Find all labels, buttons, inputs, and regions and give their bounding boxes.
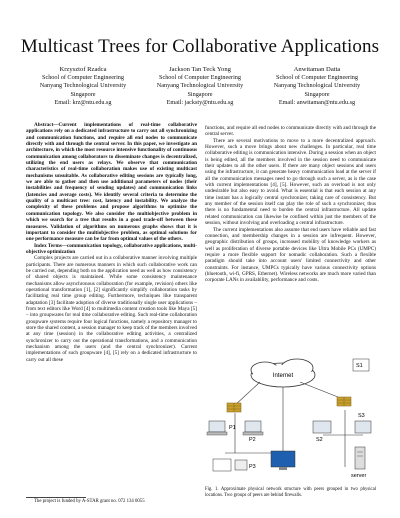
author-institution: Nanyang Technological University xyxy=(156,82,244,90)
figure-caption: Fig. 1. Approximate physical network structure with peers grouped in two physical locations. Two groups of peers are behind firewalls. xyxy=(205,487,376,498)
server-node-icon xyxy=(355,413,371,433)
s1-label: S1 xyxy=(356,363,363,369)
s2-label: S2 xyxy=(316,437,323,443)
internet-cloud-icon xyxy=(251,359,315,387)
paper-title: Multicast Trees for Collaborative Applications xyxy=(20,36,380,57)
server-node-icon xyxy=(353,359,369,371)
p3-label: P3 xyxy=(249,464,256,470)
author-affiliation: School of Computer Engineering xyxy=(42,74,124,82)
firewall-icon xyxy=(337,397,351,406)
author-affiliation: School of Computer Engineering xyxy=(159,74,241,82)
internet-label: Internet xyxy=(272,373,294,379)
author-location: Singapore xyxy=(304,90,330,98)
network-diagram xyxy=(205,355,376,483)
p1-label: P1 xyxy=(229,425,236,431)
author-name: Jackson Tan Teck Yong xyxy=(169,66,231,73)
author-name: Anwitaman Datta xyxy=(293,66,341,73)
abstract: Abstract—Current implementations of real-time collaborative applications rely on a dedicated infrastructure to carry out all synchronizing and communication functions, and require all end nodes to communicate directly with and through the central server. In this paper, we investigate an architecture, in which the most resource intensive functionality of continuous communication among collaborators to disseminate changes is decentralized, utilizing the end users as relays. We observe that communication characteristics of real-time collaboration makes use of existing multicast mechanisms unsuitable. As collaborative editing sessions are typically long, we are able to gather and then use additional parameters of nodes (their instabilities and frequency of sending updates) and communication links (latencies and average costs). We identify several criteria to determine the quality of a multicast tree: cost, latency and instability. We analyze the complexity of these problems and propose algorithms to optimize the communication topology. We also consider the multiobjective problem in which we search for a tree that results in a good trade-off between these measures. Validation of algorithms on numerous graphs shows that it is important to consider the multiobjective problem, as optimal solutions for one performance measure can be far from optimal values of the others. xyxy=(26,122,197,243)
monitor-icon xyxy=(271,451,295,470)
author-2 xyxy=(142,66,258,107)
author-location: Singapore xyxy=(70,90,96,98)
index-terms: Index Terms—communication topology, collaborative applications, multi-objective optimization xyxy=(26,242,197,255)
author-1 xyxy=(25,66,141,107)
author-name: Krzysztof Rzadca xyxy=(59,66,107,73)
body-paragraph: functions, and require all end nodes to communicate directly with and through the central server. xyxy=(205,125,376,138)
footnote-divider xyxy=(26,497,86,498)
left-column xyxy=(26,122,197,363)
author-location: Singapore xyxy=(187,90,213,98)
intro-paragraph: Complex projects are carried out in a collaborative manner involving multiple participants. There are numerous manners in which such collaborative work can be carried out, depending both on the application need as well as how consistency of shared objects is maintained. While some consistency maintenance mechanisms allow asynchronous collaboration (for example, revision) others like operational transformation [1], [2] significantly simplify collaboration tasks by facilitating real time group editing. Furthermore, techniques like transparent adaptation [3] facilitate adoption of diverse traditionally single user applications – from text editors like Word [4] to multimedia content creation tools like Maya [5] – into groupwares for real time collaborative editing. Such real-time collaboration groupware systems require four logical functions, namely a repository manager to store the shared content, a session manager to keep track of the members involved at any time (session) in the collaborative editing activities, a centralized synchronizer to carry out the operational transformations, and a communication mechanism among the users (and the central synchronizer). Current implementations of such groupware [4], [5] rely on a dedicated infrastructure to carry out all these xyxy=(26,255,197,363)
laptop-icon xyxy=(207,421,236,435)
p2-label: P2 xyxy=(249,437,256,443)
server-node-icon xyxy=(313,421,331,443)
server-label: server xyxy=(351,473,367,479)
author-block xyxy=(25,66,375,107)
network-figure xyxy=(205,355,376,483)
author-institution: Nanyang Technological University xyxy=(273,82,361,90)
laptop-icon xyxy=(243,421,263,443)
firewall-icon xyxy=(227,403,241,412)
computer-icon xyxy=(213,459,256,471)
author-institution: Nanyang Technological University xyxy=(39,82,127,90)
body-paragraph: The current implementations also assume that end users have reliable and fast connection, and membership changes in a session are infrequent. However, geographic distribution of groups, increased mobility of knowledge workers as well as proliferation of diverse portable devices like Ultra Mobile PCs (UMPC) require a more flexible support for nomadic collaboration. Such a flexible paradigm should take into account users' limited connectivity and other constraints. For instance, UMPCs typically have various connectivity options (bluetooth, wi-fi, GPRS, Ethernet). Wireless networks are much more varied than corporate LANs in availability, performance and costs. xyxy=(205,226,376,284)
author-email: Email: krz@ntu.edu.sg xyxy=(54,98,112,106)
footnote: The project is funded by A-STAR grant no. 072 134 0055 xyxy=(34,499,145,504)
body-paragraph: There are several motivations to move to a more decentralized approach. However, such a move brings about new challenges. In particular, real time collaborative editing is communication intensive. During a session when an object is being edited, all the members involved in the session need to communicate their updates to all the other users. If there are many object sessions and users using the infrastructure, it can generate heavy communication load at the server if all the communication messages need to go through such a server, as is the case with current implementations [4], [5]. However, such an overload is not only undesirable but also easy to avoid. What is essential is that each session at any time instant has a logically central synchronizer, taking care of consistency. But any member of the session itself can play the role of such a synchronizer, thus there is no fundamental need to burden the central infrastructure. All update related communication can likewise be confined within just the members of the session, without involving and overloading a central infrastructure. xyxy=(205,137,377,227)
author-affiliation: School of Computer Engineering xyxy=(276,74,358,82)
author-email: Email: anwitaman@ntu.edu.sg xyxy=(278,98,356,106)
author-3 xyxy=(259,66,375,107)
server-tower-icon xyxy=(351,447,366,479)
right-column xyxy=(205,125,376,284)
s3-label: S3 xyxy=(358,413,365,419)
author-email: Email: jacksty@ntu.edu.sg xyxy=(166,98,234,106)
